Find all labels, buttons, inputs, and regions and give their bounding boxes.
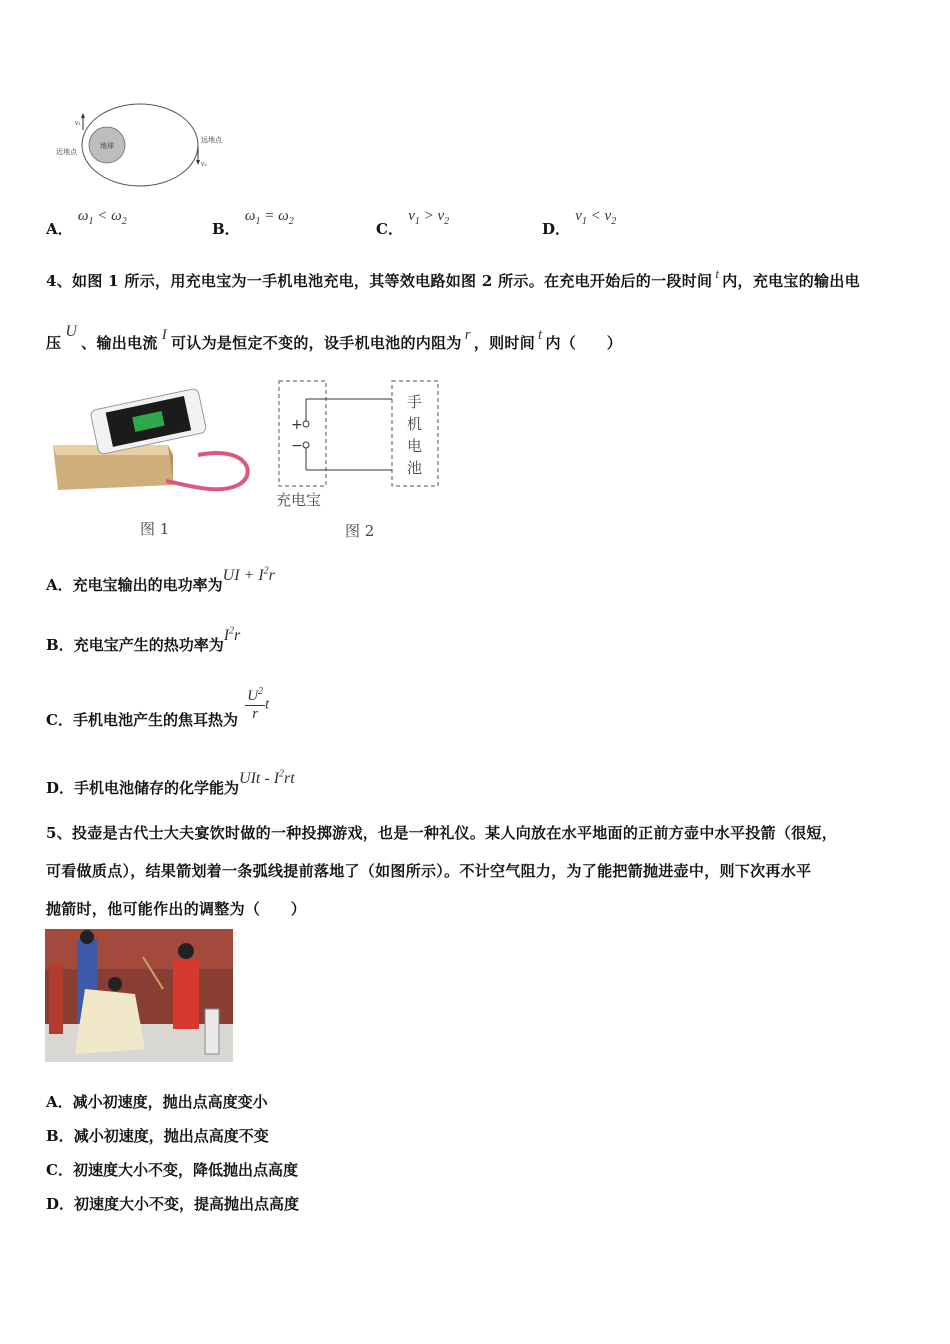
q5-option-a[interactable]: A．减小初速度，抛出点高度变小 (46, 1093, 268, 1111)
q5-option-b[interactable]: B．减小初速度，抛出点高度不变 (46, 1127, 269, 1145)
q3-option-a-letter: A． (46, 220, 73, 238)
battery-label-2: 机 (407, 415, 423, 433)
q5-stem-line3: 抛箭时，他可能作出的调整为（ ） (46, 900, 307, 918)
fig1-caption: 图 1 (140, 520, 170, 538)
q3-option-b-letter: B． (212, 220, 240, 238)
near-point-label: 近地点 (56, 148, 77, 156)
v2-label: v₂ (201, 161, 207, 168)
touhu-photo (45, 929, 233, 1062)
plus-sign: + (291, 417, 303, 433)
battery-label-4: 池 (407, 459, 423, 477)
q3-option-c[interactable]: C． $v_1 > v_2$ (376, 208, 450, 238)
q4-option-a[interactable]: A．充电宝输出的电功率为UI + $I^2r$ (46, 565, 275, 594)
q5-option-c[interactable]: C．初速度大小不变，降低抛出点高度 (46, 1161, 298, 1179)
q3-option-d-letter: D． (542, 220, 571, 238)
q5-stem-line2: 可看做质点），结果箭划着一条弧线提前落地了（如图所示）。不计空气阻力，为了能把箭抛进壶中，则下次再水平 (46, 862, 812, 880)
fig2-caption: 图 2 (345, 522, 375, 540)
minus-sign: − (291, 438, 303, 454)
v1-label: v₁ (75, 120, 81, 127)
q3-option-a[interactable]: A． $\omega_1 < \omega_2$ (46, 208, 127, 238)
q3-option-d[interactable]: D． $v_1 < v_2$ (542, 208, 617, 238)
q4-option-b[interactable]: B．充电宝产生的热功率为$I^2r$ (46, 625, 241, 654)
battery-label-3: 电 (407, 437, 423, 455)
circuit-diagram (272, 377, 447, 507)
q5-stem-line1: 5、投壶是古代士大夫宴饮时做的一种投掷游戏，也是一种礼仪。某人向放在水平地面的正前方壶中水平投箭（很短， (46, 824, 838, 842)
q4-option-c[interactable]: C．手机电池产生的焦耳热为 $\frac{U^2}{r}$ t (46, 686, 270, 729)
q4-stem-line1: 4、如图 1 所示，用充电宝为一手机电池充电，其等效电路如图 2 所示。在充电开始后的一段时间 t 内，充电宝的输出电 (46, 266, 860, 290)
orbit-diagram (55, 100, 235, 195)
far-point-label: 远地点 (201, 136, 222, 144)
earth-label: 地球 (100, 142, 114, 150)
q5-option-d[interactable]: D．初速度大小不变，提高抛出点高度 (46, 1195, 300, 1213)
q4-option-d[interactable]: D．手机电池储存的化学能为UIt - $I^2rt$ (46, 768, 295, 797)
powerbank-photo (48, 385, 258, 500)
battery-label-1: 手 (407, 393, 423, 411)
q4-stem-line2: 压U、输出电流 I 可认为是恒定不变的，设手机电池的内阻为 r ，则时间 t 内（ ） (46, 323, 623, 352)
q3-option-c-letter: C． (376, 220, 403, 238)
powerbank-label: 充电宝 (276, 491, 322, 507)
q3-option-b[interactable]: B． $\omega_1 = \omega_2$ (212, 208, 294, 238)
